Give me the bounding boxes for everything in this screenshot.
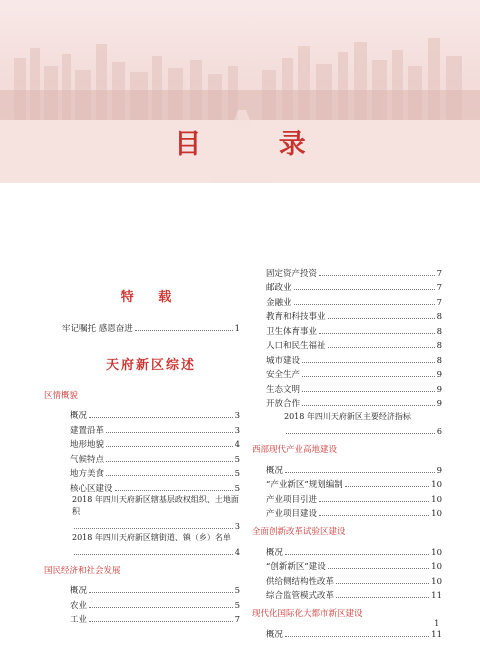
section-title-overview: 天府新区综述 — [105, 357, 196, 373]
toc-entry[interactable]: 固定资产投资 7 — [266, 268, 442, 279]
toc-entry[interactable]: “产业新区”规划编制 10 — [266, 480, 442, 490]
toc-entry[interactable]: 地方美食 5 — [70, 469, 240, 479]
toc-entry-long[interactable]: 2018 年四川天府新区主要经济指标 6 — [284, 412, 442, 436]
toc-entry[interactable]: 产业项目建设 10 — [266, 509, 442, 519]
category-heading: 全面创新改革试验区建设 — [252, 527, 346, 537]
toc-entry[interactable]: 气候特点 5 — [70, 454, 240, 465]
toc-entry[interactable]: 概况 10 — [266, 547, 442, 558]
toc-entry[interactable]: 核心区建设 5 — [70, 483, 240, 494]
section-title-special: 特 载 — [120, 290, 182, 305]
toc-entry[interactable]: 概况 5 — [70, 586, 240, 596]
toc-entry[interactable]: 开放合作 9 — [266, 399, 442, 409]
toc-entry[interactable]: 建置沿革 3 — [70, 425, 240, 436]
category-heading: 现代化国际化大都市新区建设 — [252, 609, 363, 619]
toc-entry[interactable]: 卫生体育事业 8 — [266, 326, 442, 337]
toc-right-column — [252, 264, 442, 640]
toc-entry[interactable]: 概况 3 — [70, 411, 240, 421]
toc-entry[interactable]: 农业 5 — [70, 600, 240, 611]
toc-entry[interactable]: 邮政业 7 — [266, 283, 442, 293]
toc-entry[interactable]: 供给侧结构性改革 10 — [266, 576, 442, 587]
toc-entry[interactable]: 概况 9 — [266, 465, 442, 476]
category-heading: 国民经济和社会发展 — [44, 565, 121, 576]
toc-left-column — [44, 286, 240, 625]
toc-entry[interactable]: 牢记嘱托 感恩奋进 1 — [62, 323, 240, 334]
toc-entry[interactable]: 教育和科技事业 8 — [266, 312, 442, 322]
toc-entry[interactable]: 安全生产 9 — [266, 370, 442, 380]
toc-entry[interactable]: 工业 7 — [70, 615, 240, 625]
toc-entry[interactable]: 概况 11 — [266, 629, 442, 640]
category-heading: 西部现代产业高地建设 — [252, 445, 338, 455]
toc-entry-long[interactable]: 2018 年四川天府新区辖街道、镇（乡）名单 4 — [72, 532, 240, 557]
toc-entry[interactable]: 地形地貌 4 — [70, 440, 240, 450]
toc-entry[interactable]: 人口和民生福祉 8 — [266, 341, 442, 351]
page-title: 目 录 — [174, 129, 340, 160]
toc-entry[interactable]: 生态文明 9 — [266, 384, 442, 395]
toc-entry[interactable]: “创新新区”建设 10 — [266, 562, 442, 572]
toc-entry[interactable]: 产业项目引进 10 — [266, 494, 442, 505]
page-number: 1 — [434, 619, 440, 629]
category-heading: 区情概貌 — [44, 390, 79, 401]
toc-entry-long[interactable]: 2018 年四川天府新区辖基层政权组织、土地面积 3 — [72, 494, 240, 531]
toc-entry[interactable]: 金融业 7 — [266, 297, 442, 308]
toc-entry[interactable]: 城市建设 8 — [266, 355, 442, 366]
toc-entry[interactable]: 综合监管模式改革 11 — [266, 591, 442, 601]
